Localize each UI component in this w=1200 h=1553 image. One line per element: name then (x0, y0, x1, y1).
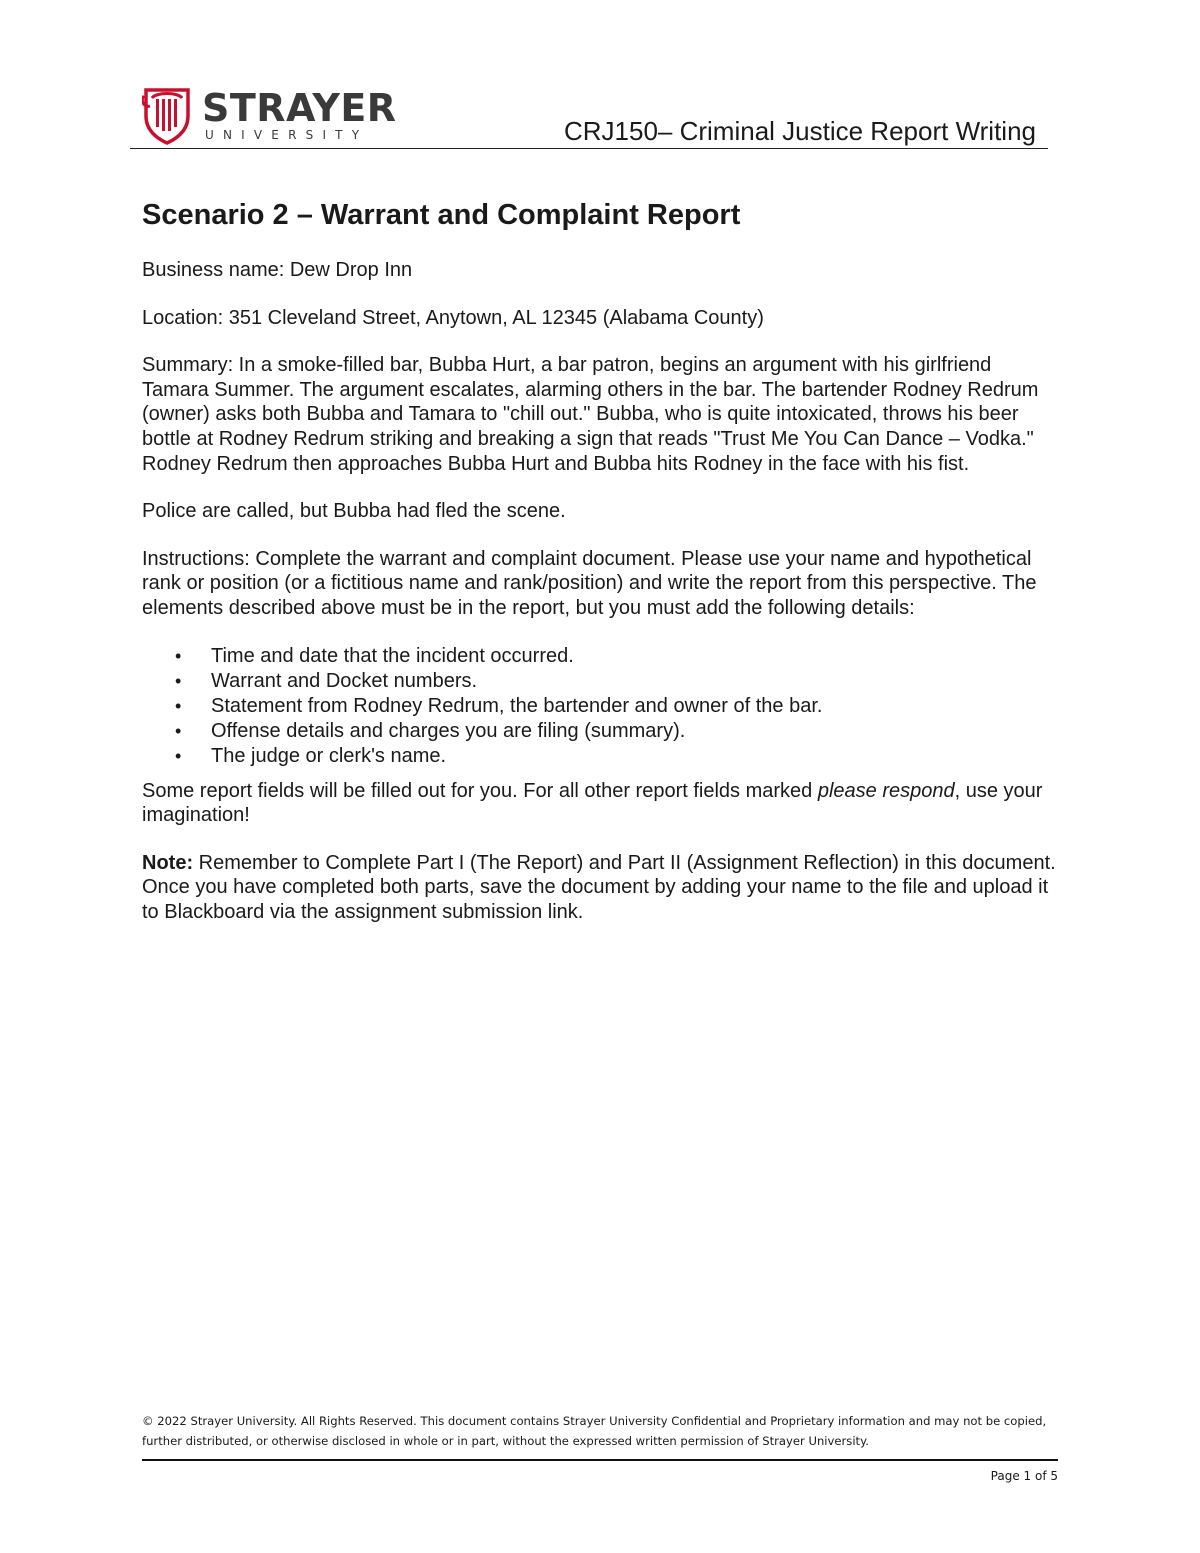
list-item (175, 719, 1062, 744)
report-fields-text: Some report fields will be filled out for you. For all other report fields marked (142, 779, 818, 802)
list-item (175, 694, 1062, 719)
copyright-notice: © 2022 Strayer University. All Rights Reserved. This document contains Strayer University Confidential and Proprietary information and may not be copied, further distributed, or otherwise disclosed in whole or in part, without the expressed written permission of Strayer University. (142, 1414, 1047, 1448)
list-item-text: Warrant and Docket numbers. (211, 669, 478, 692)
report-fields-paragraph (142, 779, 1062, 828)
document-body (142, 196, 1062, 948)
footer-divider (142, 1459, 1058, 1461)
list-item-text: Offense details and charges you are filing (summary). (211, 719, 686, 742)
note-paragraph (142, 851, 1062, 925)
police-paragraph: Police are called, but Bubba had fled the scene. (142, 500, 566, 523)
note-text: Remember to Complete Part I (The Report) and Part II (Assignment Reflection) in this document. Once you have completed both parts, save the document by adding your name to the file and upload it to Blackboard via the assignment submission link. (142, 851, 1056, 923)
summary-paragraph: Summary: In a smoke-filled bar, Bubba Hurt, a bar patron, begins an argument with his girlfriend Tamara Summer. The argument escalates, alarming others in the bar. The bartender Rodney Redrum (owner) asks both Bubba and Tamara to "chill out." Bubba, who is quite intoxicated, throws his beer bottle at Rodney Redrum striking and breaking a sign that reads "Trust Me You Can Dance – Vodka." Rodney Redrum then approaches Bubba Hurt and Bubba hits Rodney in the face with his fist. (142, 354, 1039, 475)
bullet-icon: • (175, 745, 182, 766)
list-item (175, 669, 1062, 694)
bullet-icon: • (175, 720, 182, 741)
business-name: Business name: Dew Drop Inn (142, 259, 413, 281)
page-header (130, 84, 1048, 149)
page-number: Page 1 of 5 (990, 1469, 1058, 1483)
instructions-paragraph: Instructions: Complete the warrant and complaint document. Please use your name and hypothetical rank or position (or a fictitious name and rank/position) and write the report from this perspective. The elements described above must be in the report, but you must add the following details: (142, 547, 1037, 619)
list-item-text: The judge or clerk's name. (211, 744, 447, 767)
list-item-text: Time and date that the incident occurred. (211, 644, 574, 667)
bullet-icon: • (175, 695, 182, 716)
logo-wordmark: STRAYER (202, 86, 397, 130)
note-label: Note: (142, 851, 194, 874)
logo-subtitle: UNIVERSITY (205, 128, 369, 142)
bullet-icon: • (175, 670, 182, 691)
bullet-icon: • (175, 645, 182, 666)
please-respond-emphasis: please respond (817, 779, 955, 802)
shield-icon (142, 86, 198, 146)
location: Location: 351 Cleveland Street, Anytown, AL 12345 (Alabama County) (142, 306, 764, 329)
list-item (175, 744, 1062, 769)
list-item-text: Statement from Rodney Redrum, the bartender and owner of the bar. (211, 694, 823, 717)
report-fields-text-end: , use your imagination! (142, 779, 1043, 827)
list-item (175, 644, 1062, 669)
requirements-list (142, 644, 1062, 769)
course-title: CRJ150– Criminal Justice Report Writing (563, 116, 1036, 146)
page-footer (142, 1411, 1058, 1483)
strayer-logo (142, 86, 397, 146)
page-title: Scenario 2 – Warrant and Complaint Report (142, 199, 741, 231)
